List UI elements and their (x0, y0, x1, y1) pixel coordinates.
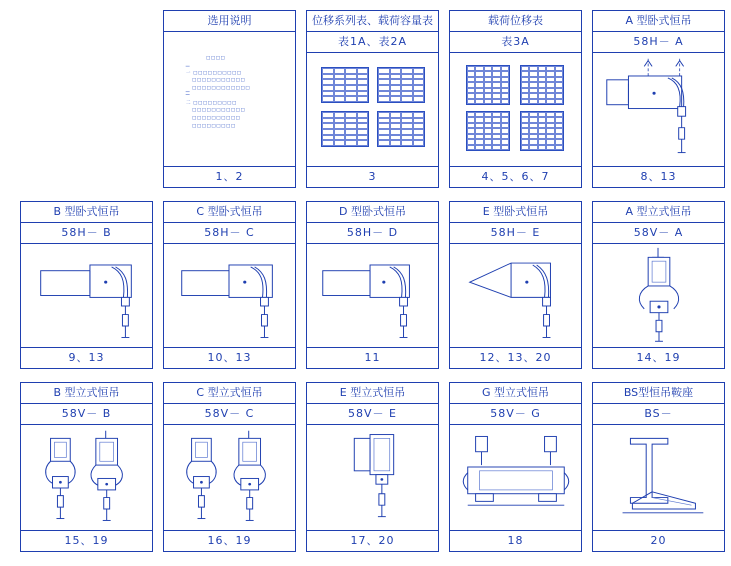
card-header: 选用说明 (164, 11, 295, 32)
card-body (21, 244, 152, 347)
card-b-horizontal[interactable] (20, 201, 153, 369)
notes-line: □□□□□□□□□□□□ (192, 86, 251, 91)
hanger-drawing-e-horizontal (450, 244, 581, 347)
card-a-horizontal[interactable] (592, 10, 725, 188)
card-header: A 型立式恒吊 (593, 202, 724, 223)
card-subheader: 58H－ E (450, 223, 581, 244)
saddle-drawing-bs (593, 425, 724, 530)
card-body (164, 244, 295, 347)
card-body (450, 53, 581, 166)
hanger-drawing-c-vertical-pair (164, 425, 295, 530)
card-header: E 型立式恒吊 (307, 383, 438, 404)
card-header: A 型卧式恒吊 (593, 11, 724, 32)
card-subheader: 表3A (450, 32, 581, 53)
card-body (307, 244, 438, 347)
card-body (307, 53, 438, 166)
hanger-drawing-g-vertical-frame (450, 425, 581, 530)
card-footer-pages: 17、20 (307, 530, 438, 551)
card-subheader: 58V－ E (307, 404, 438, 425)
card-subheader: 58H－ C (164, 223, 295, 244)
card-selection-notes[interactable] (163, 10, 296, 188)
mini-table (321, 67, 369, 103)
card-footer-pages: 9、13 (21, 347, 152, 368)
hanger-drawing-d-horizontal (307, 244, 438, 347)
card-header: C 型卧式恒吊 (164, 202, 295, 223)
card-footer-pages: 18 (450, 530, 581, 551)
card-subheader: 58H－ D (307, 223, 438, 244)
card-body (450, 244, 581, 347)
card-subheader: 58H－ A (593, 32, 724, 53)
card-body (164, 425, 295, 530)
card-header: B 型立式恒吊 (21, 383, 152, 404)
card-footer-pages: 16、19 (164, 530, 295, 551)
card-footer-pages: 8、13 (593, 166, 724, 187)
notes-line: □□□□□□□□□□□ (192, 108, 246, 113)
hanger-drawing-a-vertical (593, 244, 724, 347)
card-footer-pages: 12、13、20 (450, 347, 581, 368)
card-footer-pages: 3 (307, 166, 438, 187)
card-header: 载荷位移表 (450, 11, 581, 32)
card-c-horizontal[interactable] (163, 201, 296, 369)
card-body (593, 425, 724, 530)
hanger-drawing-a-horizontal (593, 53, 724, 166)
card-d-horizontal[interactable] (306, 201, 439, 369)
card-body (21, 425, 152, 530)
notes-decoration (164, 32, 295, 166)
card-header: D 型卧式恒吊 (307, 202, 438, 223)
card-footer-pages: 11 (307, 347, 438, 368)
card-subheader: 58V－ C (164, 404, 295, 425)
mini-table (520, 111, 564, 151)
notes-line: □□□□ (206, 56, 226, 61)
mini-table (321, 111, 369, 147)
card-subheader: 58V－ B (21, 404, 152, 425)
card-subheader: 58V－ G (450, 404, 581, 425)
card-bs-saddle[interactable] (592, 382, 725, 552)
card-subheader: BS－ (593, 404, 724, 425)
notes-line: □□□□□□□□□□□ (192, 78, 246, 83)
card-load-displacement[interactable] (449, 10, 582, 188)
card-body (164, 32, 295, 166)
card-a-vertical[interactable] (592, 201, 725, 369)
mini-table (520, 65, 564, 105)
card-footer-pages: 20 (593, 530, 724, 551)
card-subheader: 表1A、表2A (307, 32, 438, 53)
card-body (307, 425, 438, 530)
card-subheader: 58H－ B (21, 223, 152, 244)
card-body (593, 53, 724, 166)
notes-line: □□□□□□□□□ (192, 124, 236, 129)
card-displacement-series[interactable] (306, 10, 439, 188)
mini-table (466, 65, 510, 105)
card-e-vertical[interactable] (306, 382, 439, 552)
hanger-drawing-e-vertical (307, 425, 438, 530)
card-header: B 型卧式恒吊 (21, 202, 152, 223)
mini-table (377, 67, 425, 103)
notes-line: 一 □□□□□□□□□□ (186, 71, 242, 76)
card-body (450, 425, 581, 530)
card-footer-pages: 4、5、6、7 (450, 166, 581, 187)
notes-line: □□□□□□□□□□ (192, 116, 241, 121)
card-header: BS型恒吊鞍座 (593, 383, 724, 404)
card-e-horizontal[interactable] (449, 201, 582, 369)
card-b-vertical[interactable] (20, 382, 153, 552)
card-body (593, 244, 724, 347)
hanger-drawing-b-vertical-pair (21, 425, 152, 530)
card-header: E 型卧式恒吊 (450, 202, 581, 223)
card-subheader: 58V－ A (593, 223, 724, 244)
notes-line: 二 □□□□□□□□□ (186, 101, 237, 106)
hanger-drawing-c-horizontal (164, 244, 295, 347)
card-header: G 型立式恒吊 (450, 383, 581, 404)
card-g-vertical[interactable] (449, 382, 582, 552)
card-footer-pages: 14、19 (593, 347, 724, 368)
card-header: C 型立式恒吊 (164, 383, 295, 404)
card-header: 位移系列表、载荷容量表 (307, 11, 438, 32)
mini-table (466, 111, 510, 151)
hanger-drawing-b-horizontal (21, 244, 152, 347)
card-footer-pages: 15、19 (21, 530, 152, 551)
mini-table (377, 111, 425, 147)
card-footer-pages: 1、2 (164, 166, 295, 187)
card-c-vertical[interactable] (163, 382, 296, 552)
card-footer-pages: 10、13 (164, 347, 295, 368)
